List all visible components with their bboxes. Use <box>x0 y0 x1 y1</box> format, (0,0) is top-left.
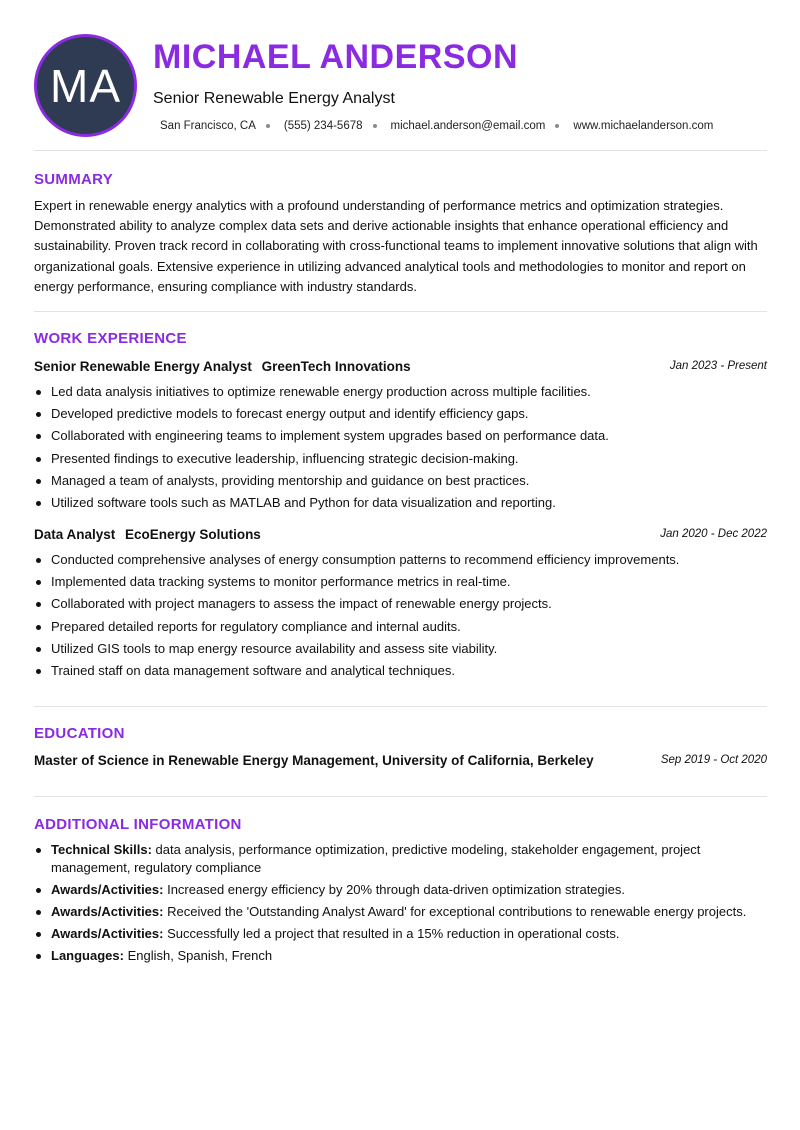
contact-info <box>160 120 713 132</box>
job-dates: Jan 2023 - Present <box>669 360 767 372</box>
additional-info-heading: ADDITIONAL INFORMATION <box>34 816 242 833</box>
list-item: Managed a team of analysts, providing mentorship and guidance on best practices. <box>34 470 767 492</box>
info-label: Awards/Activities: <box>51 882 164 897</box>
work-experience-heading: WORK EXPERIENCE <box>34 330 187 347</box>
education-dates: Sep 2019 - Oct 2020 <box>660 754 767 766</box>
degree-title: Master of Science in Renewable Energy Management, University of California, Berkeley <box>34 753 594 768</box>
list-item: Utilized GIS tools to map energy resource availability and assess site viability. <box>34 638 767 660</box>
info-label: Languages: <box>51 948 124 963</box>
candidate-name: MICHAEL ANDERSON <box>153 38 519 76</box>
list-item <box>34 925 767 943</box>
job-role: Senior Renewable Energy Analyst <box>34 359 252 374</box>
candidate-headline: Senior Renewable Energy Analyst <box>153 90 395 107</box>
list-item: Prepared detailed reports for regulatory compliance and internal audits. <box>34 616 767 638</box>
list-item: Collaborated with project managers to assess the impact of renewable energy projects. <box>34 593 767 615</box>
list-item <box>34 903 767 921</box>
list-item <box>34 841 767 877</box>
section-divider <box>34 150 767 151</box>
list-item: Conducted comprehensive analyses of energy consumption patterns to recommend efficiency improvements. <box>34 549 767 571</box>
education-entry <box>34 753 767 768</box>
list-item: Collaborated with engineering teams to implement system upgrades based on performance data. <box>34 425 767 447</box>
separator-dot <box>266 124 270 128</box>
education-heading: EDUCATION <box>34 725 125 742</box>
summary-text: Expert in renewable energy analytics with a profound understanding of performance metrics and optimization strategies. Demonstrated ability to analyze complex data sets and derive actionable insights that enhance operational efficiency and sustainability. Proven track record in collaborating with cross-functional teams to implement innovative solutions that align with organizational goals. Extensive experience in utilizing advanced analytical tools and methodologies to monitor and report on energy performance, ensuring compliance with industry standards. <box>34 198 758 294</box>
contact-location: San Francisco, CA <box>160 120 256 132</box>
job-company: GreenTech Innovations <box>261 359 411 374</box>
list-item: Developed predictive models to forecast energy output and identify efficiency gaps. <box>34 403 767 425</box>
resume-header <box>34 34 767 138</box>
contact-email[interactable]: michael.anderson@email.com <box>390 120 546 132</box>
list-item: Utilized software tools such as MATLAB and Python for data visualization and reporting. <box>34 492 767 514</box>
job-bullets <box>34 549 767 682</box>
job-role: Data Analyst <box>34 527 116 542</box>
separator-dot <box>373 124 377 128</box>
info-text: Received the 'Outstanding Analyst Award' for exceptional contributions to renewable energy projects. <box>167 904 747 919</box>
additional-info-list <box>34 841 767 969</box>
avatar <box>34 34 137 137</box>
job-company: EcoEnergy Solutions <box>125 527 261 542</box>
contact-website[interactable]: www.michaelanderson.com <box>573 120 714 132</box>
section-divider <box>34 311 767 312</box>
list-item: Trained staff on data management software and analytical techniques. <box>34 660 767 682</box>
summary-heading: SUMMARY <box>34 171 114 188</box>
job-header <box>34 359 767 374</box>
list-item: Implemented data tracking systems to monitor performance metrics in real-time. <box>34 571 767 593</box>
info-label: Awards/Activities: <box>51 926 164 941</box>
info-text: data analysis, performance optimization, predictive modeling, stakeholder engagement, project management, regulatory compliance <box>51 842 701 875</box>
info-text: Successfully led a project that resulted in a 15% reduction in operational costs. <box>167 926 620 941</box>
list-item <box>34 947 767 965</box>
list-item: Led data analysis initiatives to optimize renewable energy production across multiple facilities. <box>34 381 767 403</box>
contact-phone: (555) 234-5678 <box>283 120 363 132</box>
job-dates: Jan 2020 - Dec 2022 <box>660 528 767 540</box>
avatar-initials: MA <box>50 59 121 112</box>
section-divider <box>34 706 767 707</box>
list-item: Presented findings to executive leadership, influencing strategic decision-making. <box>34 448 767 470</box>
job-bullets <box>34 381 767 514</box>
info-label: Technical Skills: <box>51 842 152 857</box>
info-text: Increased energy efficiency by 20% through data-driven optimization strategies. <box>167 882 626 897</box>
info-text: English, Spanish, French <box>127 948 273 963</box>
list-item <box>34 881 767 899</box>
separator-dot <box>555 124 559 128</box>
info-label: Awards/Activities: <box>51 904 164 919</box>
job-header <box>34 527 767 542</box>
section-divider <box>34 796 767 797</box>
